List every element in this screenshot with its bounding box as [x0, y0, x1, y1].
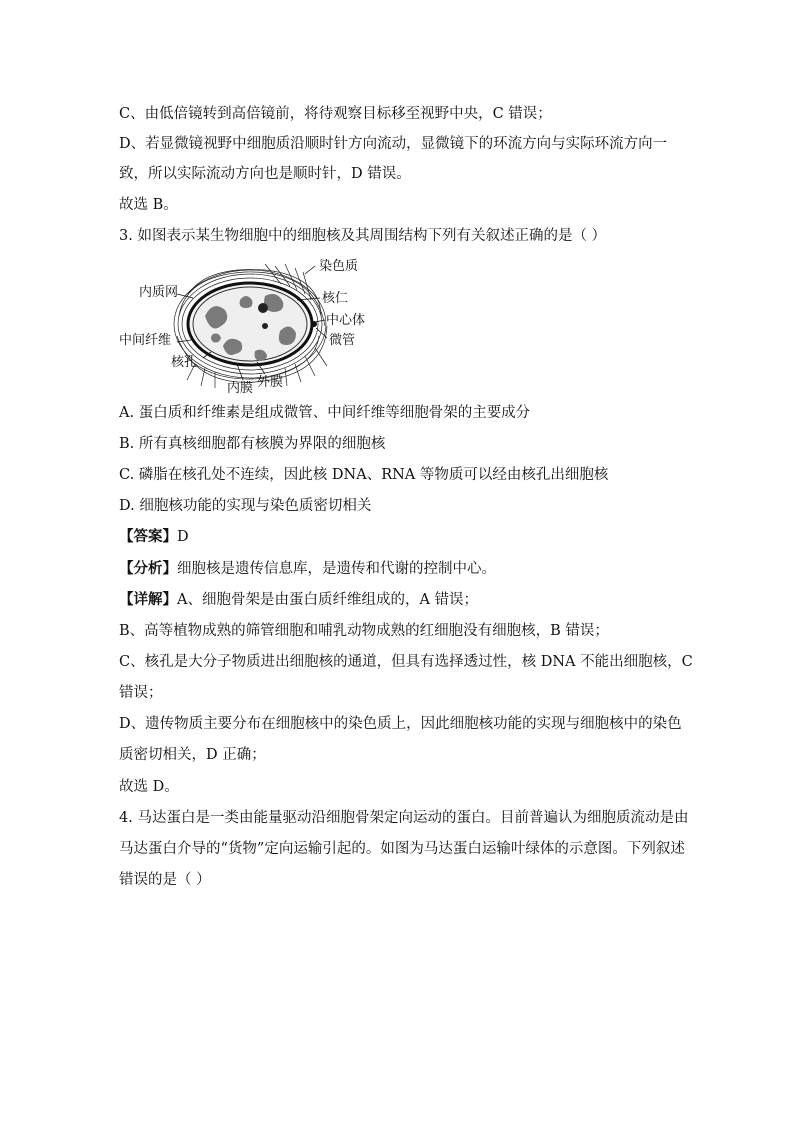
label-outer-membrane: 外膜 — [257, 375, 284, 390]
label-chromatin: 染色质 — [319, 259, 359, 274]
option-d: D. 细胞核功能的实现与染色质密切相关 — [119, 498, 372, 514]
label-er: 内质网 — [139, 285, 179, 300]
detail-text: A、细胞骨架是由蛋白质纤维组成的，A 错误； — [177, 592, 479, 608]
text-line: 马达蛋白介导的“货物”定向运输引起的。如图为马达蛋白运输叶绿体的示意图。下列叙述 — [119, 841, 685, 857]
analysis-text: 细胞核是遗传信息库，是遗传和代谢的控制中心。 — [177, 561, 496, 577]
detail-tag: 【详解】 — [119, 591, 177, 608]
detail-line — [119, 590, 679, 610]
label-intermediate-filament: 中间纤维 — [119, 333, 172, 348]
nucleus-diagram — [115, 256, 385, 396]
label-nuclear-pore: 核孔 — [171, 355, 198, 370]
text-line: D、遗传物质主要分布在细胞核中的染色质上，因此细胞核功能的实现与细胞核中的染色 — [119, 716, 682, 732]
text-line: 故选 D。 — [119, 779, 179, 795]
question-3-stem: 3. 如图表示某生物细胞中的细胞核及其周围结构下列有关叙述正确的是（ ） — [119, 228, 607, 244]
text-line: C、由低倍镜转到高倍镜前，将待观察目标移至视野中央，C 错误； — [119, 106, 552, 122]
answer-line — [119, 527, 679, 547]
text-line: B、高等植物成熟的筛管细胞和哺乳动物成熟的红细胞没有细胞核，B 错误； — [119, 623, 609, 639]
analysis-line — [119, 559, 679, 579]
text-line: C、核孔是大分子物质进出细胞核的通道，但具有选择透过性，核 DNA 不能出细胞核，C — [119, 654, 693, 670]
text-line: 错误的是（ ） — [119, 872, 211, 888]
option-c: C. 磷脂在核孔处不连续，因此核 DNA、RNA 等物质可以经由核孔出细胞核 — [119, 467, 609, 483]
text-line: 质密切相关，D 正确； — [119, 747, 266, 763]
text-line: 致，所以实际流动方向也是顺时针，D 错误。 — [119, 166, 411, 182]
text-line: D、若显微镜视野中细胞质沿顺时针方向流动，显微镜下的环流方向与实际环流方向一 — [119, 136, 668, 152]
answer-text: D — [177, 529, 189, 545]
answer-tag: 【答案】 — [119, 528, 177, 545]
label-inner-membrane: 内膜 — [227, 381, 254, 396]
option-a: A. 蛋白质和纤维素是组成微管、中间纤维等细胞骨架的主要成分 — [119, 405, 531, 421]
label-microtubule: 微管 — [329, 333, 356, 348]
option-b: B. 所有真核细胞都有核膜为界限的细胞核 — [119, 436, 386, 452]
text-line: 错误； — [119, 685, 163, 701]
label-centrosome: 中心体 — [326, 313, 366, 328]
text-line: 故选 B。 — [119, 197, 178, 213]
label-nucleolus: 核仁 — [322, 291, 349, 306]
question-4-stem: 4. 马达蛋白是一类由能量驱动沿细胞骨架定向运动的蛋白。目前普遍认为细胞质流动是由 — [119, 810, 689, 826]
analysis-tag: 【分析】 — [119, 560, 177, 577]
